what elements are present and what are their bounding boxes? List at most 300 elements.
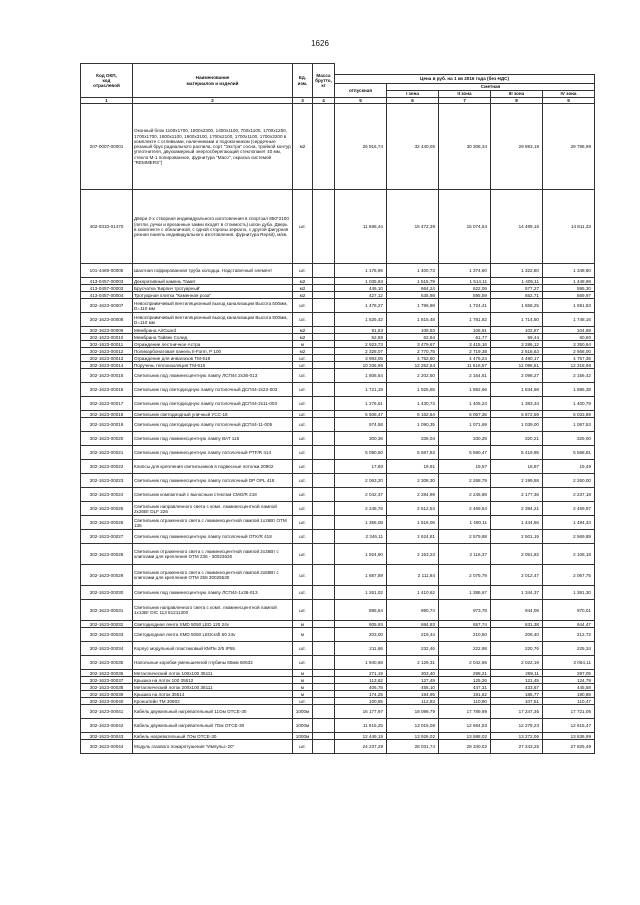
price-zone-3: 220,76	[491, 642, 543, 656]
price-zone-4: 2 459,97	[543, 502, 595, 516]
row-name: Невосприимчивый вентиляционный выход канализации Высота 500мм, D=110 мм	[133, 299, 293, 313]
price-zone-1: 108,93	[387, 327, 439, 334]
row-mass	[313, 628, 335, 642]
row-unit: шт.	[293, 488, 313, 502]
row-mass	[313, 418, 335, 432]
row-unit: м2	[293, 278, 313, 285]
price-zone-2: 19,57	[439, 460, 491, 474]
row-code: 302-1623-00014	[81, 362, 133, 369]
row-unit: м	[293, 677, 313, 684]
price-release: 271,19	[335, 670, 387, 677]
row-unit: м	[293, 670, 313, 677]
row-unit: м2	[293, 292, 313, 299]
row-unit: м2	[293, 348, 313, 355]
row-unit: 1000м	[293, 705, 313, 719]
row-code: 302-1623-00021	[81, 446, 133, 460]
table-row	[81, 740, 595, 754]
row-name: Светильник под светодиодную лампу потолочный ДСП44-2x22-003	[133, 383, 293, 397]
price-zone-4: 1 691,83	[543, 299, 595, 313]
price-zone-3: 29 893,18	[491, 104, 543, 190]
row-unit: шт.	[293, 362, 313, 369]
row-name: Металлический лоток 200x100 35111	[133, 684, 293, 691]
row-unit: шт.	[293, 264, 313, 278]
table-row	[81, 677, 595, 684]
row-mass	[313, 733, 335, 740]
price-release: 10 336,96	[335, 362, 387, 369]
price-zone-3: 1 834,98	[491, 383, 543, 397]
price-release: 1 035,63	[335, 278, 387, 285]
header-zone-4: IV зона	[543, 91, 595, 98]
row-name: Светильник под светодиодную лампу потолочный ДСП44-11-005	[133, 418, 293, 432]
row-name: Светильник под люминесцентную лампу потолочный DP OPL 418	[133, 474, 293, 488]
row-code: 413-0457-00003	[81, 278, 133, 285]
price-zone-2: 5 590,47	[439, 446, 491, 460]
price-release: 11 688,44	[335, 190, 387, 264]
table-row	[81, 327, 595, 334]
row-name: Брусчатка 'Кирпич тротуарный'	[133, 285, 293, 292]
price-zone-1: 1 410,62	[387, 586, 439, 600]
price-zone-2: 2 268,79	[439, 474, 491, 488]
table-row	[81, 705, 595, 719]
row-mass	[313, 341, 335, 348]
price-release: 300,36	[335, 432, 387, 446]
row-mass	[313, 327, 335, 334]
row-code: 302-1623-00037	[81, 677, 133, 684]
price-zone-1: 62,94	[387, 334, 439, 341]
row-mass	[313, 264, 335, 278]
row-name: Светильник отраженного света с люминесцентной лампой 2x58Вт с клипсами для крепления OTM 258 30025530	[133, 565, 293, 586]
price-zone-2: 1 724,41	[439, 299, 491, 313]
price-release: 1 355,08	[335, 516, 387, 530]
price-release: 1 276,61	[335, 397, 387, 411]
price-release: 2 063,20	[335, 474, 387, 488]
price-zone-3: 5 419,95	[491, 446, 543, 460]
table-row	[81, 698, 595, 705]
table-row	[81, 684, 595, 691]
table-row	[81, 383, 595, 397]
row-code: 402-0310-01470	[81, 190, 133, 264]
row-mass	[313, 705, 335, 719]
row-code: 302-1623-00009	[81, 327, 133, 334]
row-name: Двери 2-х створная индивидуального изготовления в спортзал 850*2100 (петли, ручки и врезанные замки входят в стоимость) шпон дуба. Дверь в комплекте с обналичкой, с одной стороны зеркало, с другой фигурная резная панель индивидуального изготовления, фурнитура Repsit), м/кв.	[133, 190, 293, 264]
row-name: Светильник компактный с выносным стеклом CMG/R 218	[133, 488, 293, 502]
price-zone-2: 17 789,99	[439, 705, 491, 719]
row-code: 302-1623-00010	[81, 334, 133, 341]
price-zone-2: 973,78	[439, 600, 491, 621]
price-zone-2: 2 042,56	[439, 656, 491, 670]
header-zone-3: III зона	[491, 91, 543, 98]
price-zone-2: 1 374,60	[439, 264, 491, 278]
price-zone-2: 106,91	[439, 327, 491, 334]
price-release: 113,62	[335, 677, 387, 684]
table-row	[81, 733, 595, 740]
row-mass	[313, 446, 335, 460]
table-row	[81, 397, 595, 411]
price-zone-1: 684,83	[387, 621, 439, 628]
price-zone-4: 124,79	[543, 677, 595, 684]
price-zone-2: 28 340,02	[439, 740, 491, 754]
header-price-title: Цена в руб. на 1 кв 2016 года (без НДС)	[335, 75, 595, 84]
price-zone-3: 102,87	[491, 327, 543, 334]
price-zone-3: 2 501,19	[491, 530, 543, 544]
row-mass	[313, 544, 335, 565]
row-code: 302-1623-00031	[81, 600, 133, 621]
header-mass: Масса брутто, кг	[313, 64, 335, 98]
price-release: 91,53	[335, 327, 387, 334]
price-zone-1: 28 031,74	[387, 740, 439, 754]
price-zone-3: 577,27	[491, 285, 543, 292]
row-name: Светильник направленного света с комп. люминесцентной лампой 2x26Вт DLF 226	[133, 502, 293, 516]
price-zone-4: 2 156,42	[543, 369, 595, 383]
row-code: 302-1623-00041	[81, 705, 133, 719]
price-zone-3: 1 383,34	[491, 397, 543, 411]
price-zone-4: 29 796,99	[543, 104, 595, 190]
price-zone-2: 1 514,11	[439, 278, 491, 285]
price-zone-2: 3 415,16	[439, 341, 491, 348]
price-zone-1: 1 815,48	[387, 313, 439, 327]
table-row	[81, 348, 595, 355]
row-unit: шт.	[293, 565, 313, 586]
price-zone-3: 552,71	[491, 292, 543, 299]
price-zone-4: 1 067,53	[543, 418, 595, 432]
row-code: 413-0457-00004	[81, 292, 133, 299]
table-row	[81, 264, 595, 278]
price-zone-3: 1 714,50	[491, 313, 543, 327]
price-release: 1 261,02	[335, 586, 387, 600]
price-zone-2: 12 664,53	[439, 719, 491, 733]
row-name: Кабель нагревательный 7Ом ОТСЕ-30	[133, 733, 293, 740]
row-code: 413-0457-00003	[81, 285, 133, 292]
row-name: Поликарбонатовая панель Il-Form, P 100	[133, 348, 293, 355]
price-zone-4: 13 636,99	[543, 733, 595, 740]
row-unit: шт.	[293, 418, 313, 432]
price-zone-3: 59,44	[491, 334, 543, 341]
row-name: Светильник под люминесцентную лампу ЛСП44 2x36-013	[133, 369, 293, 383]
row-unit: м	[293, 684, 313, 691]
price-release: 11 915,25	[335, 719, 387, 733]
row-unit: шт.	[293, 642, 313, 656]
price-zone-1: 6 162,84	[387, 411, 439, 418]
column-number: 7	[439, 98, 491, 104]
price-release: 605,93	[335, 621, 387, 628]
price-zone-1: 2 284,99	[387, 488, 439, 502]
price-zone-1: 664,24	[387, 285, 439, 292]
row-code: 302-1623-00032	[81, 621, 133, 628]
row-mass	[313, 285, 335, 292]
row-name: Крышка на лоток 100 35512	[133, 677, 293, 684]
row-mass	[313, 460, 335, 474]
row-mass	[313, 621, 335, 628]
price-release: 26 916,74	[335, 104, 387, 190]
row-unit: шт.	[293, 190, 313, 264]
row-code: 302-1623-00012	[81, 348, 133, 355]
price-zone-1: 13 926,02	[387, 733, 439, 740]
table-row	[81, 369, 595, 383]
price-zone-3: 208,40	[491, 628, 543, 642]
row-mass	[313, 313, 335, 327]
table-row	[81, 411, 595, 418]
row-mass	[313, 740, 335, 754]
price-release: 203,00	[335, 628, 387, 642]
price-zone-3: 18,97	[491, 460, 543, 474]
row-name: Невосприимчивый вентиляционный выход канализации Высота 500мм, D=110 мм	[133, 313, 293, 327]
price-zone-4: 644,47	[543, 621, 595, 628]
price-zone-4: 1 448,98	[543, 278, 595, 285]
row-code: 302-1623-00017	[81, 397, 133, 411]
price-release: 885,54	[335, 600, 387, 621]
row-name: Светильник светодиодный уличный УСС-18	[133, 411, 293, 418]
row-unit: м	[293, 341, 313, 348]
price-release: 3 993,05	[335, 355, 387, 362]
price-zone-4: 212,72	[543, 628, 595, 642]
price-zone-2: 657,74	[439, 621, 491, 628]
price-zone-2: 595,59	[439, 292, 491, 299]
price-zone-1: 232,46	[387, 642, 439, 656]
price-zone-3: 433,67	[491, 684, 543, 691]
price-release: 1 721,19	[335, 383, 387, 397]
row-code: 302-1623-00026	[81, 516, 133, 530]
header-name: Наименование материалов и изделий	[133, 64, 293, 98]
row-name: Ограждение для инвализов ТМ-618	[133, 355, 293, 362]
row-code: 302-1623-00016	[81, 383, 133, 397]
price-release: 5 090,50	[335, 446, 387, 460]
price-zone-1: 2 512,54	[387, 502, 439, 516]
price-release: 1 478,27	[335, 299, 387, 313]
price-zone-1: 194,95	[387, 691, 439, 698]
price-zone-2: 1 386,67	[439, 586, 491, 600]
price-zone-1: 1 925,65	[387, 383, 439, 397]
row-mass	[313, 278, 335, 285]
price-zone-2: 11 616,57	[439, 362, 491, 369]
price-release: 16 177,97	[335, 705, 387, 719]
table-row	[81, 299, 595, 313]
price-zone-4: 110,47	[543, 698, 595, 705]
price-zone-2: 447,31	[439, 684, 491, 691]
price-zone-4: 2 237,18	[543, 488, 595, 502]
row-mass	[313, 698, 335, 705]
price-zone-4: 190,88	[543, 691, 595, 698]
price-zone-4: 2 067,75	[543, 565, 595, 586]
price-zone-4: 297,05	[543, 670, 595, 677]
price-zone-1: 127,49	[387, 677, 439, 684]
price-zone-1: 2 129,31	[387, 656, 439, 670]
column-number: 9	[543, 98, 595, 104]
price-release: 2 923,73	[335, 341, 387, 348]
row-code: 302-1623-00024	[81, 488, 133, 502]
row-unit: м	[293, 621, 313, 628]
price-zone-3: 1 039,00	[491, 418, 543, 432]
price-release: 974,58	[335, 418, 387, 432]
table-row	[81, 446, 595, 460]
row-mass	[313, 369, 335, 383]
price-zone-2: 4 475,24	[439, 355, 491, 362]
price-zone-4: 2 260,00	[543, 474, 595, 488]
row-code: 302-1623-00042	[81, 719, 133, 733]
price-zone-2: 6 057,36	[439, 411, 491, 418]
row-code: 302-1623-00023	[81, 474, 133, 488]
table-row	[81, 642, 595, 656]
row-unit: шт.	[293, 446, 313, 460]
price-zone-3: 2 012,47	[491, 565, 543, 586]
row-mass	[313, 565, 335, 586]
price-zone-3: 121,45	[491, 677, 543, 684]
row-code: 302-1623-00011	[81, 341, 133, 348]
row-code: 207-0007-00001	[81, 104, 133, 190]
row-mass	[313, 719, 335, 733]
row-unit: шт.	[293, 516, 313, 530]
table-row	[81, 362, 595, 369]
price-zone-2: 2 116,37	[439, 544, 491, 565]
price-zone-3: 1 344,37	[491, 586, 543, 600]
price-release: 174,25	[335, 691, 387, 698]
table-row	[81, 418, 595, 432]
row-mass	[313, 348, 335, 355]
row-code: 302-1623-00027	[81, 530, 133, 544]
row-mass	[313, 334, 335, 341]
row-code: 302-1623-00040	[81, 698, 133, 705]
price-zone-4: 2 064,11	[543, 656, 595, 670]
price-zone-2: 2 469,54	[439, 502, 491, 516]
page-number: 1626	[311, 39, 329, 48]
row-code: 302-1623-00039	[81, 691, 133, 698]
price-zone-1: 303,40	[387, 670, 439, 677]
row-unit: 1000м	[293, 733, 313, 740]
price-zone-3: 1 658,25	[491, 299, 543, 313]
price-zone-1: 32 440,05	[387, 104, 439, 190]
row-mass	[313, 488, 335, 502]
price-zone-1: 112,83	[387, 698, 439, 705]
table-row	[81, 488, 595, 502]
row-mass	[313, 474, 335, 488]
row-mass	[313, 600, 335, 621]
row-name: Светильник под люминесцентную лампу ЛСП44-1x36-013	[133, 586, 293, 600]
row-unit: шт.	[293, 432, 313, 446]
price-zone-3: 14 489,16	[491, 190, 543, 264]
row-mass	[313, 104, 335, 190]
row-unit: шт.	[293, 369, 313, 383]
row-mass	[313, 292, 335, 299]
row-code: 302-1623-00038	[81, 684, 133, 691]
price-zone-4: 1 381,30	[543, 586, 595, 600]
price-zone-4: 329,00	[543, 432, 595, 446]
price-zone-4: 445,58	[543, 684, 595, 691]
price-zone-4: 3 350,64	[543, 341, 595, 348]
price-zone-4: 2 108,18	[543, 544, 595, 565]
row-name: Светодиодная лента SMD 5050 LED 120 24v	[133, 621, 293, 628]
price-zone-2: 191,62	[439, 691, 491, 698]
row-mass	[313, 670, 335, 677]
column-number: 1	[81, 98, 133, 104]
price-zone-4: 12 615,47	[543, 719, 595, 733]
price-zone-2: 2 719,38	[439, 348, 491, 355]
price-zone-2: 110,90	[439, 698, 491, 705]
row-name: Напольные коробки уменьшенной глубины 65мм 80632	[133, 656, 293, 670]
price-zone-4: 595,30	[543, 285, 595, 292]
row-unit: шт.	[293, 586, 313, 600]
price-release: 1 176,95	[335, 264, 387, 278]
row-name: Мембрана AirGuard	[133, 327, 293, 334]
price-zone-2: 210,50	[439, 628, 491, 642]
price-release: 52,88	[335, 334, 387, 341]
row-code: 302-1623-00034	[81, 642, 133, 656]
price-zone-3: 320,21	[491, 432, 543, 446]
row-name: Декоративный камень Тамит	[133, 278, 293, 285]
price-zone-3: 1 322,80	[491, 264, 543, 278]
row-unit: шт.	[293, 355, 313, 362]
header-unit: Ед. изм.	[293, 64, 313, 98]
price-zone-3: 631,38	[491, 621, 543, 628]
row-name: Кабель двужильный нагревательный 11Ом ОТСЕ-30	[133, 705, 293, 719]
price-zone-3: 289,11	[491, 670, 543, 677]
row-mass	[313, 432, 335, 446]
price-release: 211,86	[335, 642, 387, 656]
column-number: 8	[491, 98, 543, 104]
row-name: Металлический лоток 100x100 35111	[133, 670, 293, 677]
table-row	[81, 656, 595, 670]
price-zone-3: 3 286,12	[491, 341, 543, 348]
price-release: 2 042,37	[335, 488, 387, 502]
price-zone-4: 104,89	[543, 327, 595, 334]
price-zone-3: 2 394,21	[491, 502, 543, 516]
price-zone-4: 6 033,89	[543, 411, 595, 418]
price-zone-1: 2 111,84	[387, 565, 439, 586]
row-name: Светильник отраженного света с люминесцентной лампой 1x36Вт OTM 136	[133, 516, 293, 530]
price-zone-2: 1 781,82	[439, 313, 491, 327]
row-unit: шт.	[293, 502, 313, 516]
price-zone-3: 12 096,61	[491, 362, 543, 369]
price-zone-4: 19,49	[543, 460, 595, 474]
price-zone-1: 2 308,30	[387, 474, 439, 488]
price-zone-3: 1 444,66	[491, 516, 543, 530]
table-row	[81, 691, 595, 698]
price-zone-1: 12 252,64	[387, 362, 439, 369]
row-code: 302-1623-00007	[81, 299, 133, 313]
row-mass	[313, 502, 335, 516]
price-release: 1 525,42	[335, 313, 387, 327]
row-name: Модуль газового пожаротушения "Импульс-20"	[133, 740, 293, 754]
row-unit: м	[293, 691, 313, 698]
price-zone-1: 15 472,39	[387, 190, 439, 264]
price-zone-1: 2 624,81	[387, 530, 439, 544]
table-row	[81, 516, 595, 530]
price-zone-2: 222,98	[439, 642, 491, 656]
price-zone-4: 569,97	[543, 292, 595, 299]
row-code: 302-1623-00015	[81, 369, 133, 383]
table-row	[81, 621, 595, 628]
price-zone-3: 1 405,11	[491, 278, 543, 285]
row-unit: шт.	[293, 656, 313, 670]
row-name: Шахтная гофрированная труба колодца. Надставочный элемент	[133, 264, 293, 278]
row-name: Оконный блок 1100x1700, 1800x2300, 1400x1100, 700x1100, 1700x1250, 1700x1700, 1800x1100, 1900x3100, 1700x2100, 1700x1100, 1700x3200 в комплекте с отливками, наличниками и подоконником (сердечные резаный брус радиального распила, сорт "Экстра" сосна, тройной контур уплотнителя, двухкамерный энергосберегающий стеклопакет 40 мм, стекло М-1 полированное, фурнитура "Maco", окраска системой "REMMERS")	[133, 104, 293, 190]
price-zone-2: 125,26	[439, 677, 491, 684]
row-name: Светильник под люминесцентную лампу ВАТ 116	[133, 432, 293, 446]
price-zone-2: 61,77	[439, 334, 491, 341]
row-unit: м2	[293, 104, 313, 190]
row-mass	[313, 190, 335, 264]
row-name: Мембрана Тайвек Солид	[133, 334, 293, 341]
price-zone-3: 185,77	[491, 691, 543, 698]
price-zone-4: 1 748,16	[543, 313, 595, 327]
price-release: 446,10	[335, 285, 387, 292]
price-release: 1 940,68	[335, 656, 387, 670]
header-release-price: отпускная	[335, 84, 387, 98]
price-release: 1 924,90	[335, 544, 387, 565]
header-zone-1: I зона	[387, 91, 439, 98]
column-number: 3	[293, 98, 313, 104]
row-name: Кабель двужильный нагревательный 7Ом ОТСЕ-30	[133, 719, 293, 733]
price-zone-2: 2 164,61	[439, 369, 491, 383]
price-zone-4: 5 568,81	[543, 446, 595, 460]
